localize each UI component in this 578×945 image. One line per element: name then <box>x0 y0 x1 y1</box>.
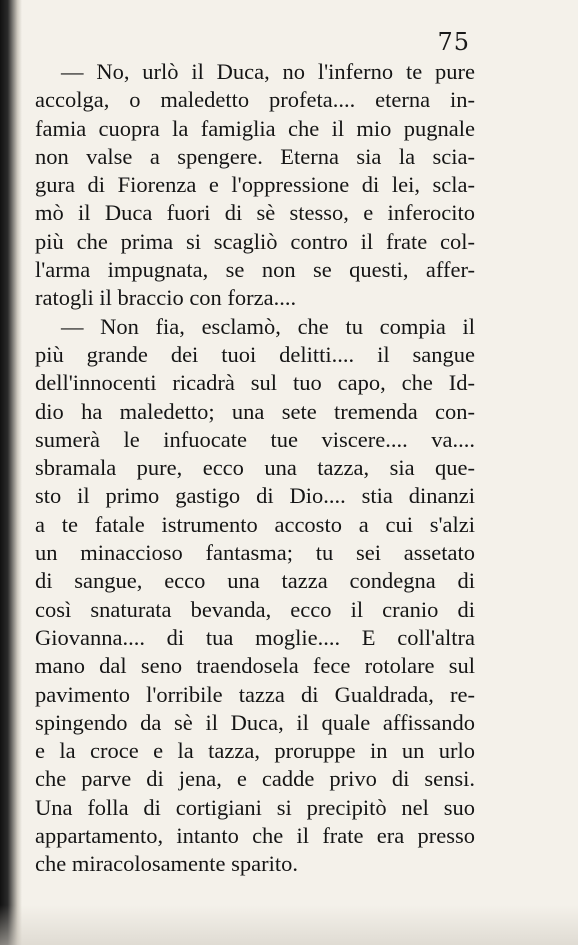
text-line: mano dal seno traendosela fece rotolare sul <box>35 653 475 679</box>
text-line: mò il Duca fuori di sè stesso, e inferocito <box>35 200 475 226</box>
body-text <box>35 58 475 879</box>
text-line: famia cuopra la famiglia che il mio pugnale <box>35 115 475 141</box>
text-line: gura di Fiorenza e l'oppressione di lei, scla- <box>35 172 475 198</box>
text-line: dell'innocenti ricadrà sul tuo capo, che Id- <box>35 370 475 396</box>
text-line: un minaccioso fantasma; tu sei assetato <box>35 540 475 566</box>
text-line: — No, urlò il Duca, no l'inferno te pure <box>61 59 475 84</box>
text-line: appartamento, intanto che il frate era presso <box>35 823 475 849</box>
text-line: sbramala pure, ecco una tazza, sia que- <box>35 455 475 481</box>
text-line: a te fatale istrumento accosto a cui s'alzi <box>35 511 475 537</box>
text-line: così snaturata bevanda, ecco il cranio di <box>35 596 475 622</box>
text-line: Giovanna.... di tua moglie.... E coll'altra <box>35 624 475 650</box>
text-line: spingendo da sè il Duca, il quale affissando <box>35 709 475 735</box>
text-line: e la croce e la tazza, proruppe in un urlo <box>35 738 475 764</box>
text-line: dio ha maledetto; una sete tremenda con- <box>35 398 475 424</box>
text-line: che parve di jena, e cadde privo di sensi. <box>35 766 475 792</box>
text-line: sumerà le infuocate tue viscere.... va.... <box>35 426 475 452</box>
page-bottom-shade <box>0 905 578 945</box>
page-binding-edge <box>0 0 22 945</box>
text-line: — Non fia, esclamò, che tu compia il <box>61 313 475 339</box>
text-line: non valse a spengere. Eterna sia la scia- <box>35 143 475 169</box>
text-line: Una folla di cortigiani si precipitò nel suo <box>35 794 475 820</box>
text-line: accolga, o maledetto profeta.... eterna in- <box>35 87 475 113</box>
text-line: che miracolosamente sparito. <box>35 851 299 877</box>
text-line: pavimento l'orribile tazza di Gualdrada, re- <box>35 681 475 707</box>
text-line: più che prima si scagliò contro il frate col- <box>35 228 475 254</box>
text-line: l'arma impugnata, se non se questi, affer- <box>35 257 475 283</box>
page-number: 75 <box>437 28 470 56</box>
text-line: più grande dei tuoi delitti.... il sangue <box>35 341 475 367</box>
text-line: sto il primo gastigo di Dio.... stia dinanzi <box>35 483 475 509</box>
text-line: di sangue, ecco una tazza condegna di <box>35 568 475 594</box>
text-line: ratogli il braccio con forza.... <box>35 285 297 311</box>
